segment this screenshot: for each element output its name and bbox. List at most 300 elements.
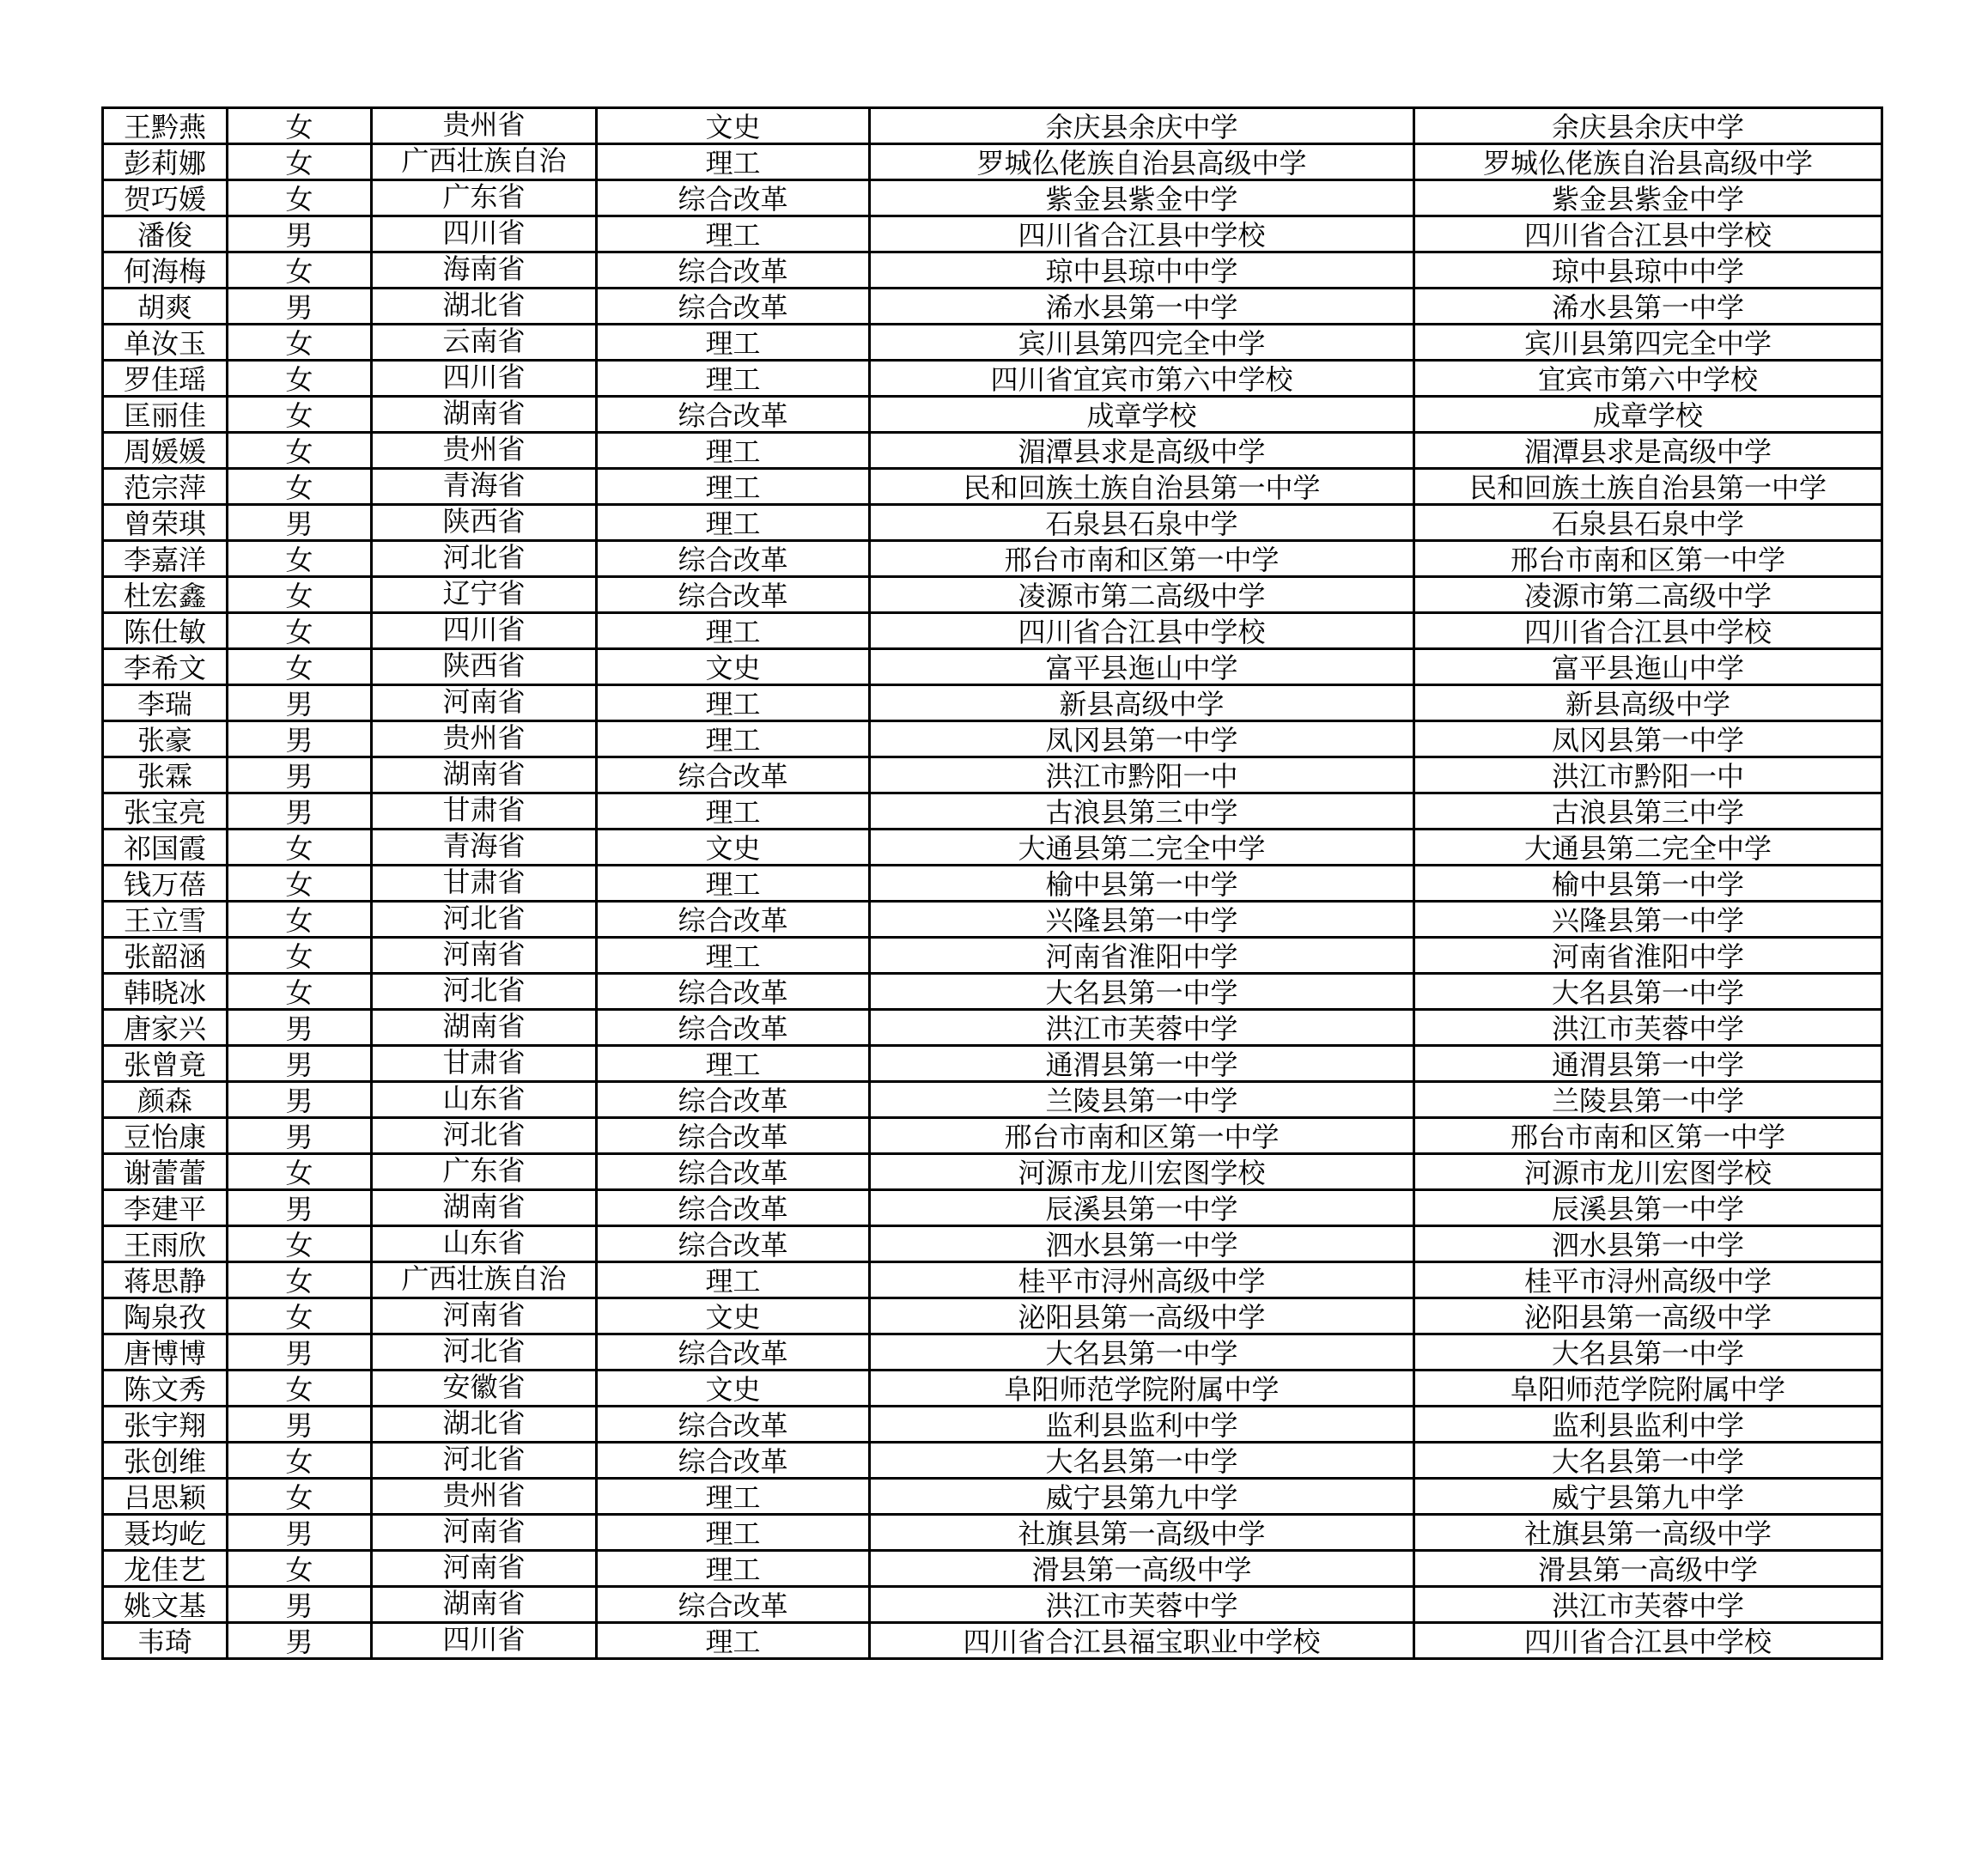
student-name-cell: 王雨欣 xyxy=(103,1226,228,1262)
track-cell: 理工 xyxy=(597,793,870,830)
student-name-cell: 颜森 xyxy=(103,1082,228,1118)
grad-school-cell: 威宁县第九中学 xyxy=(1414,1479,1882,1515)
school-cell: 浠水县第一中学 xyxy=(870,289,1414,325)
track-cell: 综合改革 xyxy=(597,1154,870,1190)
province-cell: 湖北省 xyxy=(372,1407,597,1443)
school-cell: 兰陵县第一中学 xyxy=(870,1082,1414,1118)
school-cell: 凌源市第二高级中学 xyxy=(870,577,1414,613)
grad-school-cell: 四川省合江县中学校 xyxy=(1414,216,1882,252)
student-name-cell: 张宝亮 xyxy=(103,793,228,830)
province-cell: 河北省 xyxy=(372,1334,597,1371)
school-cell: 泌阳县第一高级中学 xyxy=(870,1298,1414,1334)
gender-cell: 女 xyxy=(228,397,372,433)
grad-school-cell: 宾川县第四完全中学 xyxy=(1414,325,1882,361)
student-name-cell: 罗佳瑶 xyxy=(103,361,228,397)
grad-school-cell: 监利县监利中学 xyxy=(1414,1407,1882,1443)
student-name-cell: 龙佳艺 xyxy=(103,1551,228,1587)
table-row xyxy=(103,1587,1882,1623)
grad-school-cell: 大名县第一中学 xyxy=(1414,1334,1882,1371)
gender-cell: 男 xyxy=(228,505,372,541)
gender-cell: 女 xyxy=(228,541,372,577)
table-row xyxy=(103,1046,1882,1082)
gender-cell: 男 xyxy=(228,1407,372,1443)
grad-school-cell: 四川省合江县中学校 xyxy=(1414,613,1882,649)
table-row xyxy=(103,1551,1882,1587)
school-cell: 四川省合江县中学校 xyxy=(870,613,1414,649)
table-row xyxy=(103,325,1882,361)
student-name-cell: 何海梅 xyxy=(103,252,228,289)
school-cell: 阜阳师范学院附属中学 xyxy=(870,1371,1414,1407)
school-cell: 洪江市黔阳一中 xyxy=(870,757,1414,793)
province-cell: 青海省 xyxy=(372,830,597,866)
gender-cell: 女 xyxy=(228,469,372,505)
track-cell: 理工 xyxy=(597,721,870,757)
table-row xyxy=(103,108,1882,144)
school-cell: 滑县第一高级中学 xyxy=(870,1551,1414,1587)
table-row xyxy=(103,1479,1882,1515)
student-name-cell: 潘俊 xyxy=(103,216,228,252)
school-cell: 洪江市芙蓉中学 xyxy=(870,1010,1414,1046)
student-name-cell: 李嘉洋 xyxy=(103,541,228,577)
province-cell: 广东省 xyxy=(372,180,597,216)
student-name-cell: 祁国霞 xyxy=(103,830,228,866)
province-cell: 青海省 xyxy=(372,469,597,505)
table-row xyxy=(103,685,1882,721)
student-name-cell: 杜宏鑫 xyxy=(103,577,228,613)
grad-school-cell: 滑县第一高级中学 xyxy=(1414,1551,1882,1587)
school-cell: 宾川县第四完全中学 xyxy=(870,325,1414,361)
student-name-cell: 张豪 xyxy=(103,721,228,757)
student-name-cell: 韩晓冰 xyxy=(103,974,228,1010)
table-row xyxy=(103,433,1882,469)
grad-school-cell: 琼中县琼中中学 xyxy=(1414,252,1882,289)
student-name-cell: 聂均屹 xyxy=(103,1515,228,1551)
gender-cell: 女 xyxy=(228,252,372,289)
table-row xyxy=(103,866,1882,902)
table-row xyxy=(103,1515,1882,1551)
province-cell: 河北省 xyxy=(372,902,597,938)
track-cell: 综合改革 xyxy=(597,902,870,938)
gender-cell: 男 xyxy=(228,289,372,325)
gender-cell: 女 xyxy=(228,613,372,649)
school-cell: 大名县第一中学 xyxy=(870,1443,1414,1479)
grad-school-cell: 邢台市南和区第一中学 xyxy=(1414,541,1882,577)
grad-school-cell: 社旗县第一高级中学 xyxy=(1414,1515,1882,1551)
gender-cell: 女 xyxy=(228,649,372,685)
province-cell: 甘肃省 xyxy=(372,1046,597,1082)
track-cell: 文史 xyxy=(597,649,870,685)
table-row xyxy=(103,1334,1882,1371)
school-cell: 石泉县石泉中学 xyxy=(870,505,1414,541)
table-row xyxy=(103,289,1882,325)
track-cell: 理工 xyxy=(597,325,870,361)
province-cell: 湖北省 xyxy=(372,289,597,325)
student-name-cell: 唐博博 xyxy=(103,1334,228,1371)
gender-cell: 女 xyxy=(228,1298,372,1334)
track-cell: 综合改革 xyxy=(597,1587,870,1623)
gender-cell: 男 xyxy=(228,1587,372,1623)
gender-cell: 女 xyxy=(228,108,372,144)
province-cell: 四川省 xyxy=(372,216,597,252)
table-row xyxy=(103,1154,1882,1190)
gender-cell: 男 xyxy=(228,685,372,721)
student-name-cell: 钱万蓓 xyxy=(103,866,228,902)
school-cell: 通渭县第一中学 xyxy=(870,1046,1414,1082)
province-cell: 湖南省 xyxy=(372,397,597,433)
gender-cell: 女 xyxy=(228,577,372,613)
gender-cell: 女 xyxy=(228,830,372,866)
table-row xyxy=(103,144,1882,180)
student-table xyxy=(101,106,1883,1660)
table-row xyxy=(103,649,1882,685)
province-cell: 贵州省 xyxy=(372,108,597,144)
table-body xyxy=(103,108,1882,1659)
table-row xyxy=(103,397,1882,433)
table-row xyxy=(103,1010,1882,1046)
school-cell: 富平县迤山中学 xyxy=(870,649,1414,685)
student-name-cell: 唐家兴 xyxy=(103,1010,228,1046)
province-cell: 安徽省 xyxy=(372,1371,597,1407)
student-name-cell: 张曾竟 xyxy=(103,1046,228,1082)
track-cell: 综合改革 xyxy=(597,252,870,289)
table-row xyxy=(103,1298,1882,1334)
province-cell: 湖南省 xyxy=(372,1010,597,1046)
province-cell: 四川省 xyxy=(372,1623,597,1659)
track-cell: 理工 xyxy=(597,469,870,505)
school-cell: 大通县第二完全中学 xyxy=(870,830,1414,866)
province-cell: 甘肃省 xyxy=(372,793,597,830)
school-cell: 社旗县第一高级中学 xyxy=(870,1515,1414,1551)
table-row xyxy=(103,1407,1882,1443)
gender-cell: 女 xyxy=(228,325,372,361)
grad-school-cell: 阜阳师范学院附属中学 xyxy=(1414,1371,1882,1407)
province-cell: 四川省 xyxy=(372,613,597,649)
track-cell: 理工 xyxy=(597,1479,870,1515)
gender-cell: 女 xyxy=(228,866,372,902)
table-row xyxy=(103,721,1882,757)
grad-school-cell: 罗城仫佬族自治县高级中学 xyxy=(1414,144,1882,180)
gender-cell: 男 xyxy=(228,1515,372,1551)
school-cell: 琼中县琼中中学 xyxy=(870,252,1414,289)
student-name-cell: 周媛媛 xyxy=(103,433,228,469)
grad-school-cell: 泌阳县第一高级中学 xyxy=(1414,1298,1882,1334)
grad-school-cell: 邢台市南和区第一中学 xyxy=(1414,1118,1882,1154)
track-cell: 综合改革 xyxy=(597,1118,870,1154)
student-name-cell: 谢蕾蕾 xyxy=(103,1154,228,1190)
track-cell: 理工 xyxy=(597,361,870,397)
province-cell: 海南省 xyxy=(372,252,597,289)
track-cell: 理工 xyxy=(597,685,870,721)
student-name-cell: 王黔燕 xyxy=(103,108,228,144)
school-cell: 成章学校 xyxy=(870,397,1414,433)
grad-school-cell: 紫金县紫金中学 xyxy=(1414,180,1882,216)
table-row xyxy=(103,757,1882,793)
table-row xyxy=(103,469,1882,505)
student-name-cell: 曾荣琪 xyxy=(103,505,228,541)
gender-cell: 男 xyxy=(228,216,372,252)
school-cell: 余庆县余庆中学 xyxy=(870,108,1414,144)
track-cell: 文史 xyxy=(597,108,870,144)
province-cell: 河南省 xyxy=(372,938,597,974)
gender-cell: 男 xyxy=(228,721,372,757)
school-cell: 民和回族土族自治县第一中学 xyxy=(870,469,1414,505)
school-cell: 桂平市浔州高级中学 xyxy=(870,1262,1414,1298)
grad-school-cell: 大名县第一中学 xyxy=(1414,1443,1882,1479)
province-cell: 陕西省 xyxy=(372,505,597,541)
gender-cell: 女 xyxy=(228,902,372,938)
track-cell: 理工 xyxy=(597,216,870,252)
gender-cell: 女 xyxy=(228,1226,372,1262)
province-cell: 河南省 xyxy=(372,685,597,721)
track-cell: 综合改革 xyxy=(597,757,870,793)
grad-school-cell: 新县高级中学 xyxy=(1414,685,1882,721)
school-cell: 河源市龙川宏图学校 xyxy=(870,1154,1414,1190)
province-cell: 贵州省 xyxy=(372,1479,597,1515)
school-cell: 兴隆县第一中学 xyxy=(870,902,1414,938)
school-cell: 四川省宜宾市第六中学校 xyxy=(870,361,1414,397)
track-cell: 理工 xyxy=(597,1262,870,1298)
school-cell: 大名县第一中学 xyxy=(870,1334,1414,1371)
track-cell: 文史 xyxy=(597,1371,870,1407)
gender-cell: 女 xyxy=(228,144,372,180)
grad-school-cell: 成章学校 xyxy=(1414,397,1882,433)
province-cell: 贵州省 xyxy=(372,433,597,469)
province-cell: 湖南省 xyxy=(372,757,597,793)
table-row xyxy=(103,1190,1882,1226)
student-name-cell: 张韶涵 xyxy=(103,938,228,974)
grad-school-cell: 大通县第二完全中学 xyxy=(1414,830,1882,866)
school-cell: 湄潭县求是高级中学 xyxy=(870,433,1414,469)
province-cell: 贵州省 xyxy=(372,721,597,757)
province-cell: 河南省 xyxy=(372,1298,597,1334)
student-name-cell: 蒋思静 xyxy=(103,1262,228,1298)
track-cell: 理工 xyxy=(597,613,870,649)
school-cell: 威宁县第九中学 xyxy=(870,1479,1414,1515)
school-cell: 邢台市南和区第一中学 xyxy=(870,541,1414,577)
school-cell: 古浪县第三中学 xyxy=(870,793,1414,830)
table-row xyxy=(103,252,1882,289)
table-row xyxy=(103,577,1882,613)
track-cell: 理工 xyxy=(597,1046,870,1082)
student-name-cell: 陶泉孜 xyxy=(103,1298,228,1334)
grad-school-cell: 泗水县第一中学 xyxy=(1414,1226,1882,1262)
student-name-cell: 姚文基 xyxy=(103,1587,228,1623)
track-cell: 综合改革 xyxy=(597,577,870,613)
grad-school-cell: 洪江市芙蓉中学 xyxy=(1414,1587,1882,1623)
track-cell: 理工 xyxy=(597,866,870,902)
gender-cell: 女 xyxy=(228,938,372,974)
track-cell: 理工 xyxy=(597,938,870,974)
table-row xyxy=(103,1623,1882,1659)
gender-cell: 女 xyxy=(228,1154,372,1190)
gender-cell: 女 xyxy=(228,361,372,397)
province-cell: 四川省 xyxy=(372,361,597,397)
gender-cell: 男 xyxy=(228,1118,372,1154)
gender-cell: 男 xyxy=(228,1046,372,1082)
student-name-cell: 吕思颖 xyxy=(103,1479,228,1515)
grad-school-cell: 凌源市第二高级中学 xyxy=(1414,577,1882,613)
grad-school-cell: 榆中县第一中学 xyxy=(1414,866,1882,902)
province-cell: 河北省 xyxy=(372,1118,597,1154)
province-cell: 广西壮族自治 xyxy=(372,1262,597,1298)
grad-school-cell: 河南省淮阳中学 xyxy=(1414,938,1882,974)
track-cell: 综合改革 xyxy=(597,1226,870,1262)
grad-school-cell: 桂平市浔州高级中学 xyxy=(1414,1262,1882,1298)
grad-school-cell: 浠水县第一中学 xyxy=(1414,289,1882,325)
table-row xyxy=(103,830,1882,866)
grad-school-cell: 四川省合江县中学校 xyxy=(1414,1623,1882,1659)
gender-cell: 女 xyxy=(228,1479,372,1515)
table-row xyxy=(103,613,1882,649)
province-cell: 湖南省 xyxy=(372,1190,597,1226)
table-row xyxy=(103,541,1882,577)
grad-school-cell: 石泉县石泉中学 xyxy=(1414,505,1882,541)
grad-school-cell: 洪江市黔阳一中 xyxy=(1414,757,1882,793)
track-cell: 综合改革 xyxy=(597,1443,870,1479)
table-row xyxy=(103,793,1882,830)
table-row xyxy=(103,1118,1882,1154)
gender-cell: 男 xyxy=(228,1082,372,1118)
gender-cell: 男 xyxy=(228,1190,372,1226)
province-cell: 山东省 xyxy=(372,1082,597,1118)
gender-cell: 男 xyxy=(228,1334,372,1371)
track-cell: 综合改革 xyxy=(597,180,870,216)
table-row xyxy=(103,505,1882,541)
grad-school-cell: 大名县第一中学 xyxy=(1414,974,1882,1010)
track-cell: 理工 xyxy=(597,1623,870,1659)
school-cell: 邢台市南和区第一中学 xyxy=(870,1118,1414,1154)
school-cell: 洪江市芙蓉中学 xyxy=(870,1587,1414,1623)
gender-cell: 女 xyxy=(228,180,372,216)
grad-school-cell: 余庆县余庆中学 xyxy=(1414,108,1882,144)
school-cell: 泗水县第一中学 xyxy=(870,1226,1414,1262)
gender-cell: 男 xyxy=(228,1623,372,1659)
gender-cell: 男 xyxy=(228,793,372,830)
school-cell: 大名县第一中学 xyxy=(870,974,1414,1010)
track-cell: 综合改革 xyxy=(597,397,870,433)
grad-school-cell: 兴隆县第一中学 xyxy=(1414,902,1882,938)
table-row xyxy=(103,180,1882,216)
province-cell: 辽宁省 xyxy=(372,577,597,613)
grad-school-cell: 洪江市芙蓉中学 xyxy=(1414,1010,1882,1046)
school-cell: 紫金县紫金中学 xyxy=(870,180,1414,216)
track-cell: 综合改革 xyxy=(597,1082,870,1118)
student-name-cell: 李瑞 xyxy=(103,685,228,721)
student-name-cell: 陈文秀 xyxy=(103,1371,228,1407)
track-cell: 综合改革 xyxy=(597,1334,870,1371)
grad-school-cell: 河源市龙川宏图学校 xyxy=(1414,1154,1882,1190)
track-cell: 文史 xyxy=(597,1298,870,1334)
province-cell: 甘肃省 xyxy=(372,866,597,902)
student-name-cell: 贺巧媛 xyxy=(103,180,228,216)
school-cell: 四川省合江县中学校 xyxy=(870,216,1414,252)
track-cell: 理工 xyxy=(597,433,870,469)
table-row xyxy=(103,974,1882,1010)
grad-school-cell: 凤冈县第一中学 xyxy=(1414,721,1882,757)
student-name-cell: 匡丽佳 xyxy=(103,397,228,433)
track-cell: 综合改革 xyxy=(597,974,870,1010)
gender-cell: 女 xyxy=(228,1551,372,1587)
student-name-cell: 张创维 xyxy=(103,1443,228,1479)
grad-school-cell: 民和回族土族自治县第一中学 xyxy=(1414,469,1882,505)
gender-cell: 男 xyxy=(228,757,372,793)
grad-school-cell: 湄潭县求是高级中学 xyxy=(1414,433,1882,469)
student-name-cell: 韦琦 xyxy=(103,1623,228,1659)
track-cell: 理工 xyxy=(597,1515,870,1551)
grad-school-cell: 古浪县第三中学 xyxy=(1414,793,1882,830)
school-cell: 罗城仫佬族自治县高级中学 xyxy=(870,144,1414,180)
table-row xyxy=(103,938,1882,974)
school-cell: 凤冈县第一中学 xyxy=(870,721,1414,757)
grad-school-cell: 通渭县第一中学 xyxy=(1414,1046,1882,1082)
province-cell: 河北省 xyxy=(372,541,597,577)
table-row xyxy=(103,902,1882,938)
grad-school-cell: 兰陵县第一中学 xyxy=(1414,1082,1882,1118)
student-name-cell: 豆怡康 xyxy=(103,1118,228,1154)
table-row xyxy=(103,361,1882,397)
school-cell: 辰溪县第一中学 xyxy=(870,1190,1414,1226)
student-name-cell: 陈仕敏 xyxy=(103,613,228,649)
gender-cell: 女 xyxy=(228,1262,372,1298)
table-row xyxy=(103,1262,1882,1298)
table-row xyxy=(103,1082,1882,1118)
grad-school-cell: 宜宾市第六中学校 xyxy=(1414,361,1882,397)
student-name-cell: 王立雪 xyxy=(103,902,228,938)
school-cell: 榆中县第一中学 xyxy=(870,866,1414,902)
table-row xyxy=(103,1443,1882,1479)
table-row xyxy=(103,1226,1882,1262)
gender-cell: 女 xyxy=(228,1443,372,1479)
province-cell: 云南省 xyxy=(372,325,597,361)
track-cell: 文史 xyxy=(597,830,870,866)
grad-school-cell: 富平县迤山中学 xyxy=(1414,649,1882,685)
gender-cell: 女 xyxy=(228,974,372,1010)
school-cell: 监利县监利中学 xyxy=(870,1407,1414,1443)
student-name-cell: 李建平 xyxy=(103,1190,228,1226)
grad-school-cell: 辰溪县第一中学 xyxy=(1414,1190,1882,1226)
gender-cell: 男 xyxy=(228,1010,372,1046)
province-cell: 广西壮族自治 xyxy=(372,144,597,180)
student-name-cell: 范宗萍 xyxy=(103,469,228,505)
track-cell: 理工 xyxy=(597,144,870,180)
student-name-cell: 胡爽 xyxy=(103,289,228,325)
student-name-cell: 李希文 xyxy=(103,649,228,685)
province-cell: 广东省 xyxy=(372,1154,597,1190)
school-cell: 河南省淮阳中学 xyxy=(870,938,1414,974)
student-name-cell: 彭莉娜 xyxy=(103,144,228,180)
track-cell: 综合改革 xyxy=(597,1190,870,1226)
track-cell: 综合改革 xyxy=(597,1407,870,1443)
student-name-cell: 张宇翔 xyxy=(103,1407,228,1443)
school-cell: 新县高级中学 xyxy=(870,685,1414,721)
province-cell: 河北省 xyxy=(372,1443,597,1479)
province-cell: 湖南省 xyxy=(372,1587,597,1623)
student-name-cell: 单汝玉 xyxy=(103,325,228,361)
track-cell: 综合改革 xyxy=(597,541,870,577)
gender-cell: 女 xyxy=(228,1371,372,1407)
gender-cell: 女 xyxy=(228,433,372,469)
track-cell: 综合改革 xyxy=(597,289,870,325)
table-row xyxy=(103,216,1882,252)
track-cell: 综合改革 xyxy=(597,1010,870,1046)
track-cell: 理工 xyxy=(597,505,870,541)
student-name-cell: 张霖 xyxy=(103,757,228,793)
track-cell: 理工 xyxy=(597,1551,870,1587)
table-row xyxy=(103,1371,1882,1407)
school-cell: 四川省合江县福宝职业中学校 xyxy=(870,1623,1414,1659)
province-cell: 河南省 xyxy=(372,1515,597,1551)
province-cell: 河南省 xyxy=(372,1551,597,1587)
